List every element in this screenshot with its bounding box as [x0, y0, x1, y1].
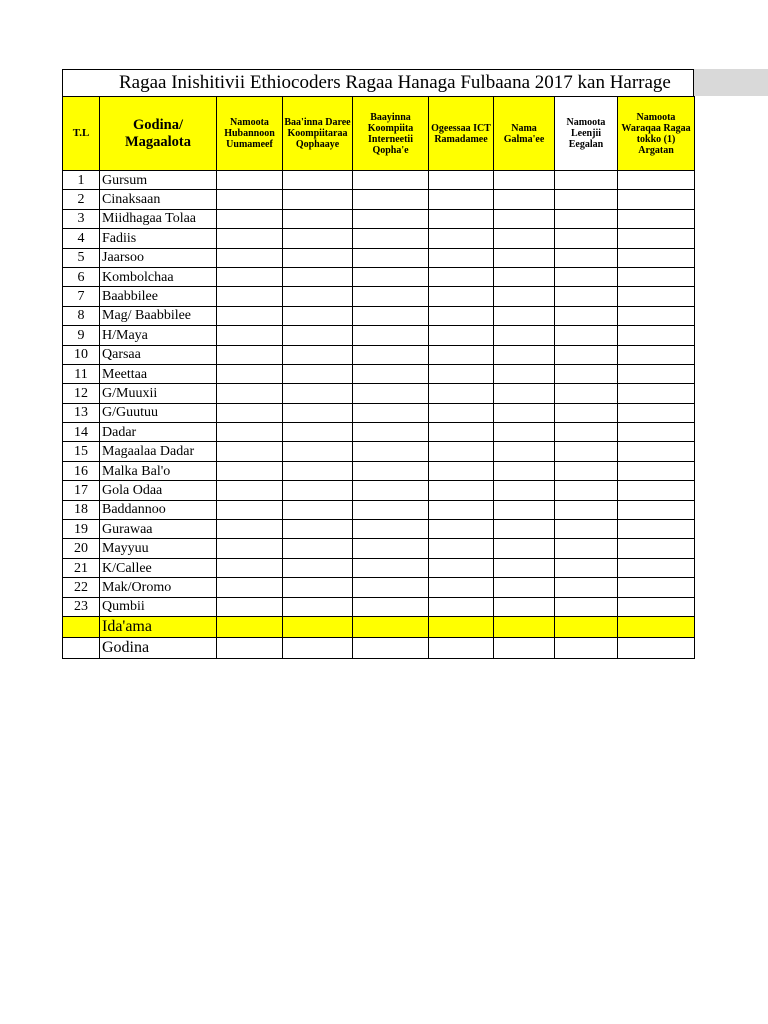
table-row: [63, 209, 695, 228]
table-cell[interactable]: [283, 461, 353, 480]
table-cell[interactable]: [353, 229, 429, 248]
table-cell[interactable]: [353, 442, 429, 461]
table-cell[interactable]: [217, 423, 283, 442]
row-number[interactable]: 19: [63, 520, 100, 539]
row-number[interactable]: 15: [63, 442, 100, 461]
table-row: [63, 597, 695, 616]
table-cell[interactable]: [353, 248, 429, 267]
row-number[interactable]: 9: [63, 326, 100, 345]
table-cell[interactable]: [618, 306, 695, 325]
table-cell[interactable]: [217, 326, 283, 345]
row-name[interactable]: Qarsaa: [100, 345, 217, 364]
table-cell[interactable]: [618, 539, 695, 558]
table-cell[interactable]: [283, 384, 353, 403]
row-name[interactable]: Magaalaa Dadar: [100, 442, 217, 461]
table-cell[interactable]: [217, 384, 283, 403]
table-cell[interactable]: [217, 442, 283, 461]
row-number[interactable]: 12: [63, 384, 100, 403]
table-row: [63, 481, 695, 500]
table-cell[interactable]: [555, 403, 618, 422]
table-row: [63, 306, 695, 325]
table-cell[interactable]: [555, 229, 618, 248]
table-cell[interactable]: [494, 500, 555, 519]
table-cell[interactable]: [494, 267, 555, 286]
table-cell[interactable]: [494, 637, 555, 658]
godina-label[interactable]: Godina: [100, 637, 217, 658]
table-cell[interactable]: [217, 616, 283, 637]
table-cell[interactable]: [494, 209, 555, 228]
table-cell[interactable]: [283, 209, 353, 228]
table-cell[interactable]: [217, 306, 283, 325]
table-cell[interactable]: [555, 171, 618, 190]
table-cell[interactable]: [217, 558, 283, 577]
table-cell[interactable]: [618, 287, 695, 306]
table-cell[interactable]: [429, 481, 494, 500]
table-cell[interactable]: [353, 461, 429, 480]
table-cell[interactable]: [283, 345, 353, 364]
row-name[interactable]: Gursum: [100, 171, 217, 190]
table-cell[interactable]: [494, 248, 555, 267]
table-cell[interactable]: [555, 384, 618, 403]
row-number[interactable]: 1: [63, 171, 100, 190]
row-name[interactable]: G/Guutuu: [100, 403, 217, 422]
table-cell[interactable]: [555, 637, 618, 658]
header-ogeessaa-ict[interactable]: Ogeessaa ICT Ramadamee: [429, 97, 494, 171]
table-cell[interactable]: [217, 287, 283, 306]
row-name[interactable]: G/Muuxii: [100, 384, 217, 403]
table-cell[interactable]: [217, 520, 283, 539]
row-number[interactable]: 16: [63, 461, 100, 480]
table-row: [63, 171, 695, 190]
table-cell[interactable]: [353, 326, 429, 345]
row-name[interactable]: Jaarsoo: [100, 248, 217, 267]
total-row: [63, 616, 695, 637]
table-cell[interactable]: [618, 403, 695, 422]
row-number[interactable]: 21: [63, 558, 100, 577]
table-cell[interactable]: [353, 403, 429, 422]
table-cell[interactable]: [494, 171, 555, 190]
table-cell[interactable]: [63, 616, 100, 637]
table-row: [63, 326, 695, 345]
row-name[interactable]: Dadar: [100, 423, 217, 442]
total-label[interactable]: Ida'ama: [100, 616, 217, 637]
table-cell[interactable]: [283, 616, 353, 637]
table-cell[interactable]: [283, 171, 353, 190]
table-cell[interactable]: [283, 578, 353, 597]
table-cell[interactable]: [618, 229, 695, 248]
table-cell[interactable]: [217, 267, 283, 286]
table-row: [63, 539, 695, 558]
table-cell[interactable]: [283, 403, 353, 422]
header-godina[interactable]: Godina/ Magaalota: [100, 97, 217, 171]
table-cell[interactable]: [217, 345, 283, 364]
table-cell[interactable]: [555, 364, 618, 383]
table-cell[interactable]: [555, 539, 618, 558]
table-cell[interactable]: [494, 190, 555, 209]
table-cell[interactable]: [217, 500, 283, 519]
table-row: [63, 248, 695, 267]
title-cell[interactable]: [62, 69, 694, 96]
table-cell[interactable]: [618, 248, 695, 267]
table-cell[interactable]: [353, 500, 429, 519]
table-cell[interactable]: [283, 539, 353, 558]
header-namoota-leenjii[interactable]: Namoota Leenjii Eegalan: [555, 97, 618, 171]
table-cell[interactable]: [429, 597, 494, 616]
row-number[interactable]: 17: [63, 481, 100, 500]
row-number[interactable]: 8: [63, 306, 100, 325]
row-name[interactable]: K/Callee: [100, 558, 217, 577]
table-cell[interactable]: [283, 597, 353, 616]
table-cell[interactable]: [618, 461, 695, 480]
table-cell[interactable]: [555, 326, 618, 345]
table-cell[interactable]: [618, 384, 695, 403]
table-cell[interactable]: [429, 500, 494, 519]
table-cell[interactable]: [555, 461, 618, 480]
table-cell[interactable]: [494, 364, 555, 383]
row-number[interactable]: 23: [63, 597, 100, 616]
report-title: Ragaa Inishitivii Ethiocoders Ragaa Hanaga Fulbaana 2017 kan Harrage: [119, 72, 671, 93]
table-cell[interactable]: [283, 306, 353, 325]
table-cell[interactable]: [494, 423, 555, 442]
table-cell[interactable]: [353, 616, 429, 637]
table-cell[interactable]: [618, 520, 695, 539]
header-tl[interactable]: T.L: [63, 97, 100, 171]
table-cell[interactable]: [353, 171, 429, 190]
row-name[interactable]: Meettaa: [100, 364, 217, 383]
table-cell[interactable]: [283, 190, 353, 209]
table-cell[interactable]: [494, 461, 555, 480]
table-row: [63, 267, 695, 286]
header-namoota-hubannoon[interactable]: Namoota Hubannoon Uumameef: [217, 97, 283, 171]
row-number[interactable]: 11: [63, 364, 100, 383]
table-cell[interactable]: [618, 267, 695, 286]
row-name[interactable]: H/Maya: [100, 326, 217, 345]
table-cell[interactable]: [429, 326, 494, 345]
data-table: [62, 96, 695, 659]
table-cell[interactable]: [618, 578, 695, 597]
row-number[interactable]: 20: [63, 539, 100, 558]
table-cell[interactable]: [494, 287, 555, 306]
row-number[interactable]: 14: [63, 423, 100, 442]
table-cell[interactable]: [283, 500, 353, 519]
table-cell[interactable]: [555, 597, 618, 616]
column-header-strip: [693, 69, 768, 96]
table-cell[interactable]: [618, 171, 695, 190]
row-name[interactable]: Qumbii: [100, 597, 217, 616]
table-cell[interactable]: [217, 637, 283, 658]
table-cell[interactable]: [555, 578, 618, 597]
row-number[interactable]: 6: [63, 267, 100, 286]
table-row: [63, 364, 695, 383]
table-cell[interactable]: [217, 229, 283, 248]
row-number[interactable]: 18: [63, 500, 100, 519]
table-cell[interactable]: [429, 423, 494, 442]
table-cell[interactable]: [283, 423, 353, 442]
row-name[interactable]: Mag/ Baabbilee: [100, 306, 217, 325]
table-cell[interactable]: [429, 616, 494, 637]
table-cell[interactable]: [353, 637, 429, 658]
table-cell[interactable]: [429, 539, 494, 558]
table-row: [63, 345, 695, 364]
header-row: [63, 97, 695, 171]
table-cell[interactable]: [353, 384, 429, 403]
table-cell[interactable]: [618, 442, 695, 461]
table-cell[interactable]: [494, 597, 555, 616]
table-cell[interactable]: [429, 461, 494, 480]
table-cell[interactable]: [618, 500, 695, 519]
row-number[interactable]: 4: [63, 229, 100, 248]
table-cell[interactable]: [618, 326, 695, 345]
table-row: [63, 190, 695, 209]
table-row: [63, 461, 695, 480]
table-cell[interactable]: [494, 558, 555, 577]
table-cell[interactable]: [429, 209, 494, 228]
table-cell[interactable]: [353, 209, 429, 228]
table-cell[interactable]: [353, 539, 429, 558]
table-row: [63, 500, 695, 519]
table-cell[interactable]: [353, 558, 429, 577]
table-cell[interactable]: [618, 423, 695, 442]
table-cell[interactable]: [618, 637, 695, 658]
row-number[interactable]: 22: [63, 578, 100, 597]
table-cell[interactable]: [429, 442, 494, 461]
table-cell[interactable]: [217, 539, 283, 558]
table-cell[interactable]: [353, 306, 429, 325]
table-cell[interactable]: [217, 578, 283, 597]
table-cell[interactable]: [494, 481, 555, 500]
table-cell[interactable]: [283, 248, 353, 267]
row-number[interactable]: 10: [63, 345, 100, 364]
table-cell[interactable]: [353, 481, 429, 500]
table-cell[interactable]: [429, 578, 494, 597]
row-name[interactable]: Baddannoo: [100, 500, 217, 519]
table-cell[interactable]: [283, 637, 353, 658]
table-cell[interactable]: [494, 616, 555, 637]
table-cell[interactable]: [429, 637, 494, 658]
table-cell[interactable]: [494, 403, 555, 422]
table-cell[interactable]: [429, 287, 494, 306]
table-cell[interactable]: [555, 616, 618, 637]
table-cell[interactable]: [494, 384, 555, 403]
table-row: [63, 520, 695, 539]
table-cell[interactable]: [353, 520, 429, 539]
header-baayinna-koompiita[interactable]: Baayinna Koompiita Interneetii Qopha'e: [353, 97, 429, 171]
table-cell[interactable]: [555, 345, 618, 364]
table-cell[interactable]: [217, 481, 283, 500]
row-name[interactable]: Gurawaa: [100, 520, 217, 539]
table-cell[interactable]: [618, 597, 695, 616]
table-cell[interactable]: [217, 597, 283, 616]
table-cell[interactable]: [618, 190, 695, 209]
table-cell[interactable]: [555, 287, 618, 306]
table-cell[interactable]: [283, 287, 353, 306]
table-cell[interactable]: [283, 481, 353, 500]
table-cell[interactable]: [429, 403, 494, 422]
table-cell[interactable]: [429, 558, 494, 577]
table-row: [63, 578, 695, 597]
table-cell[interactable]: [283, 558, 353, 577]
table-cell[interactable]: [555, 520, 618, 539]
table-cell[interactable]: [555, 481, 618, 500]
table-cell[interactable]: [618, 364, 695, 383]
table-cell[interactable]: [353, 345, 429, 364]
row-number[interactable]: 3: [63, 209, 100, 228]
table-cell[interactable]: [283, 229, 353, 248]
table-cell[interactable]: [494, 578, 555, 597]
table-cell[interactable]: [353, 364, 429, 383]
table-cell[interactable]: [429, 229, 494, 248]
row-name[interactable]: Cinaksaan: [100, 190, 217, 209]
table-cell[interactable]: [429, 248, 494, 267]
table-cell[interactable]: [217, 209, 283, 228]
table-cell[interactable]: [555, 500, 618, 519]
header-baainna-daree[interactable]: Baa'inna Daree Koompiitaraa Qophaaye: [283, 97, 353, 171]
table-cell[interactable]: [283, 442, 353, 461]
table-cell[interactable]: [555, 248, 618, 267]
table-cell[interactable]: [555, 190, 618, 209]
table-cell[interactable]: [429, 190, 494, 209]
table-cell[interactable]: [618, 481, 695, 500]
table-cell[interactable]: [494, 345, 555, 364]
table-cell[interactable]: [429, 267, 494, 286]
table-row: [63, 403, 695, 422]
table-cell[interactable]: [353, 190, 429, 209]
header-namoota-waraqaa[interactable]: Namoota Waraqaa Ragaa tokko (1) Argatan: [618, 97, 695, 171]
table-cell[interactable]: [429, 364, 494, 383]
table-cell[interactable]: [353, 267, 429, 286]
table-cell[interactable]: [494, 442, 555, 461]
table-row: [63, 384, 695, 403]
row-name[interactable]: Gola Odaa: [100, 481, 217, 500]
table-cell[interactable]: [283, 326, 353, 345]
header-nama-galmaee[interactable]: Nama Galma'ee: [494, 97, 555, 171]
table-row: [63, 229, 695, 248]
spreadsheet: [62, 69, 694, 659]
table-cell[interactable]: [353, 578, 429, 597]
table-cell[interactable]: [63, 637, 100, 658]
table-cell[interactable]: [429, 384, 494, 403]
row-name[interactable]: Baabbilee: [100, 287, 217, 306]
row-number[interactable]: 5: [63, 248, 100, 267]
table-cell[interactable]: [618, 345, 695, 364]
table-row: [63, 558, 695, 577]
table-cell[interactable]: [353, 287, 429, 306]
table-cell[interactable]: [353, 597, 429, 616]
table-row: [63, 423, 695, 442]
table-cell[interactable]: [555, 558, 618, 577]
table-cell[interactable]: [429, 171, 494, 190]
table-body: [63, 171, 695, 659]
table-row: [63, 442, 695, 461]
row-name[interactable]: Fadiis: [100, 229, 217, 248]
table-row: [63, 287, 695, 306]
row-name[interactable]: Mak/Oromo: [100, 578, 217, 597]
table-cell[interactable]: [494, 306, 555, 325]
table-cell[interactable]: [618, 209, 695, 228]
table-cell[interactable]: [494, 229, 555, 248]
table-cell[interactable]: [618, 558, 695, 577]
table-cell[interactable]: [429, 520, 494, 539]
table-cell[interactable]: [494, 520, 555, 539]
table-cell[interactable]: [494, 326, 555, 345]
row-number[interactable]: 7: [63, 287, 100, 306]
godina-row: [63, 637, 695, 658]
row-number[interactable]: 2: [63, 190, 100, 209]
row-name[interactable]: Malka Bal'o: [100, 461, 217, 480]
table-cell[interactable]: [217, 248, 283, 267]
table-cell[interactable]: [429, 306, 494, 325]
table-cell[interactable]: [555, 442, 618, 461]
table-cell[interactable]: [353, 423, 429, 442]
row-name[interactable]: Miidhagaa Tolaa: [100, 209, 217, 228]
table-cell[interactable]: [494, 539, 555, 558]
table-cell[interactable]: [555, 423, 618, 442]
table-cell[interactable]: [283, 520, 353, 539]
row-number[interactable]: 13: [63, 403, 100, 422]
table-cell[interactable]: [217, 364, 283, 383]
table-cell[interactable]: [283, 267, 353, 286]
table-cell[interactable]: [555, 209, 618, 228]
table-cell[interactable]: [217, 171, 283, 190]
table-cell[interactable]: [283, 364, 353, 383]
table-cell[interactable]: [217, 461, 283, 480]
row-name[interactable]: Kombolchaa: [100, 267, 217, 286]
table-cell[interactable]: [217, 190, 283, 209]
table-cell[interactable]: [555, 306, 618, 325]
table-cell[interactable]: [618, 616, 695, 637]
table-cell[interactable]: [429, 345, 494, 364]
table-cell[interactable]: [555, 267, 618, 286]
table-cell[interactable]: [217, 403, 283, 422]
row-name[interactable]: Mayyuu: [100, 539, 217, 558]
